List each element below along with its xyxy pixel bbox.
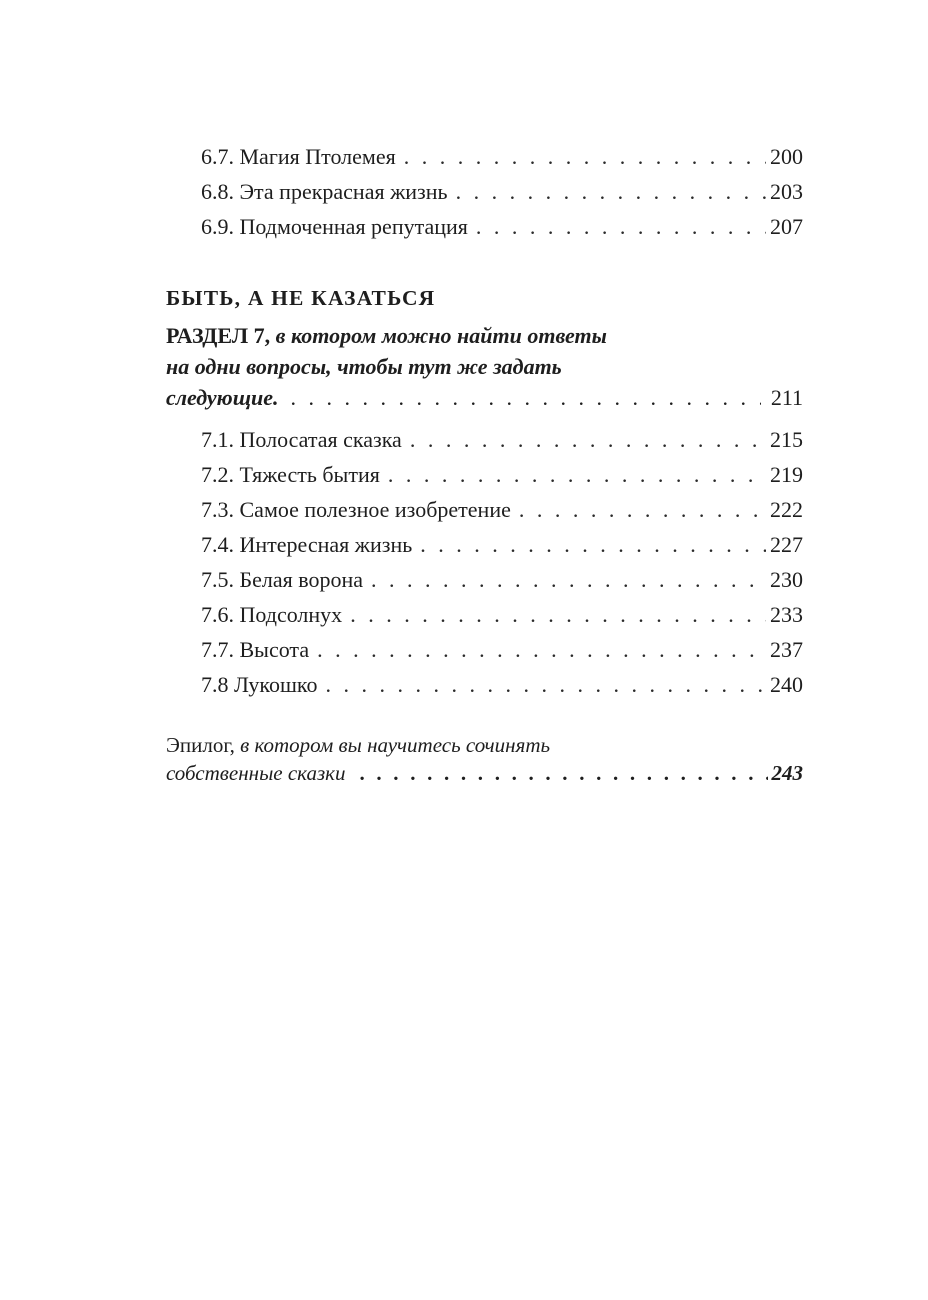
leader-dots	[325, 671, 766, 699]
epilogue-line-2-text: собственные сказки	[166, 761, 346, 785]
section-7-line-1[interactable]	[166, 322, 607, 350]
leader-dots	[291, 384, 761, 412]
toc-entry-page: 200	[770, 144, 803, 169]
toc-entry-6-7[interactable]	[201, 143, 803, 171]
section-7-line-2[interactable]	[166, 353, 562, 381]
toc-entry-label: 7.4. Интересная жизнь	[201, 532, 413, 557]
toc-entry-label: 7.1. Полосатая сказка	[201, 427, 402, 452]
leader-dots	[360, 759, 768, 787]
toc-entry-label: 7.8 Лукошко	[201, 672, 318, 697]
toc-entry-page: 222	[770, 497, 803, 522]
toc-entry-page: 219	[770, 462, 803, 487]
toc-entry-page: 237	[770, 637, 803, 662]
epilogue-line-1[interactable]	[166, 731, 550, 759]
leader-dots	[456, 178, 766, 206]
section-7-prefix: РАЗДЕЛ 7,	[166, 323, 271, 348]
toc-entry-7-7[interactable]	[201, 636, 803, 664]
toc-entry-7-4[interactable]	[201, 531, 803, 559]
toc-entry-7-8[interactable]	[201, 671, 803, 699]
leader-dots	[476, 213, 766, 241]
part-7-title: БЫТЬ, А НЕ КАЗАТЬСЯ	[166, 286, 436, 310]
epilogue-line-2[interactable]	[166, 759, 803, 787]
leader-dots	[404, 143, 766, 171]
section-7-line-3-text: следующие.	[166, 385, 279, 410]
leader-dots	[519, 496, 766, 524]
toc-entry-page: 230	[770, 567, 803, 592]
toc-entry-page: 207	[770, 214, 803, 239]
toc-entry-7-3[interactable]	[201, 496, 803, 524]
leader-dots	[410, 426, 766, 454]
epilogue-page: 243	[771, 761, 803, 785]
epilogue-line-1-text: в котором вы научитесь сочинять	[234, 733, 551, 757]
section-7-page: 211	[770, 385, 803, 410]
toc-entry-page: 233	[770, 602, 803, 627]
toc-entry-label: 6.9. Подмоченная репутация	[201, 214, 468, 239]
section-7-line-3[interactable]	[166, 384, 803, 412]
toc-entry-page: 203	[770, 179, 803, 204]
toc-entry-6-8[interactable]	[201, 178, 803, 206]
toc-entry-label: 6.7. Магия Птолемея	[201, 144, 396, 169]
leader-dots	[420, 531, 766, 559]
section-7-line-2-text: на одни вопросы, чтобы тут же задать	[166, 354, 562, 379]
leader-dots	[317, 636, 766, 664]
toc-entry-label: 7.3. Самое полезное изобретение	[201, 497, 511, 522]
toc-entry-label: 7.5. Белая ворона	[201, 567, 364, 592]
toc-entry-7-5[interactable]	[201, 566, 803, 594]
leader-dots	[371, 566, 766, 594]
toc-entry-label: 7.7. Высота	[201, 637, 310, 662]
toc-entry-7-2[interactable]	[201, 461, 803, 489]
toc-entry-6-9[interactable]	[201, 213, 803, 241]
toc-entry-page: 227	[770, 532, 803, 557]
toc-entry-page: 215	[770, 427, 803, 452]
toc-entry-label: 7.6. Подсолнух	[201, 602, 343, 627]
toc-entry-7-6[interactable]	[201, 601, 803, 629]
toc-entry-page: 240	[770, 672, 803, 697]
epilogue-prefix: Эпилог,	[166, 733, 235, 757]
toc-entry-label: 6.8. Эта прекрасная жизнь	[201, 179, 448, 204]
leader-dots	[388, 461, 766, 489]
section-7-line-1-text: в котором можно найти ответы	[270, 323, 607, 348]
toc-entry-label: 7.2. Тяжесть бытия	[201, 462, 380, 487]
leader-dots	[350, 601, 766, 629]
toc-entry-7-1[interactable]	[201, 426, 803, 454]
